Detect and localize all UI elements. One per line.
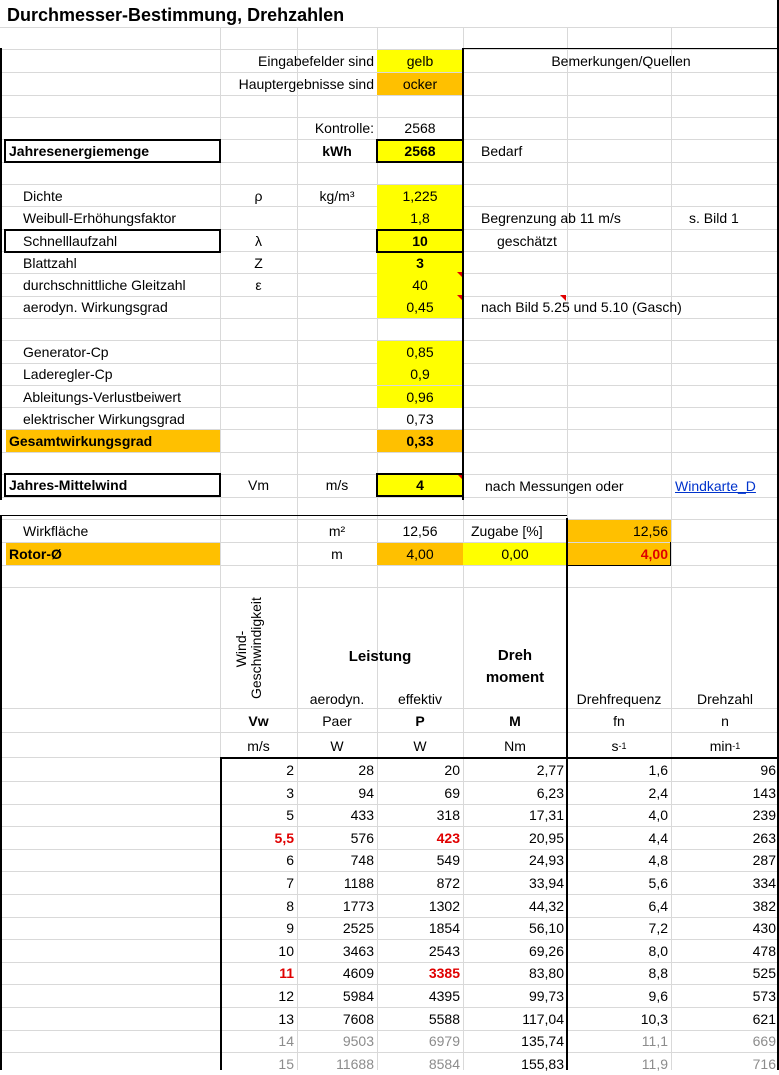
notes-header: Bemerkungen/Quellen	[551, 53, 691, 69]
param-note	[478, 274, 678, 296]
param-note: geschätzt	[497, 233, 557, 249]
table-cell-paer[interactable]: 576	[350, 830, 374, 846]
param-note-2	[686, 296, 776, 318]
table-cell-vw[interactable]: 7	[286, 875, 294, 891]
table-cell-m[interactable]: 155,83	[521, 1056, 564, 1072]
table-cell-m[interactable]: 33,94	[528, 875, 564, 891]
unit-m: Nm	[504, 738, 526, 754]
aerodyn-header: aerodyn.	[309, 691, 365, 707]
param-value[interactable]: 1,225	[377, 185, 463, 207]
jahresenergie-note: Bedarf	[481, 143, 523, 159]
param-label: durchschnittliche Gleitzahl	[23, 277, 186, 293]
table-cell-fn[interactable]: 5,6	[648, 875, 668, 891]
sym-m: M	[509, 713, 521, 729]
param-unit	[297, 296, 377, 318]
table-cell-fn[interactable]: 2,4	[648, 785, 668, 801]
section-border	[0, 515, 2, 1070]
table-cell-n[interactable]: 478	[752, 943, 776, 959]
param-note-2	[686, 274, 776, 296]
param-label: Dichte	[23, 188, 63, 204]
table-cell-p[interactable]: 549	[436, 852, 460, 868]
param-note-2	[686, 185, 776, 207]
mittelwind-note: nach Messungen oder	[485, 478, 624, 494]
efficiency-label: Laderegler-Cp	[23, 366, 113, 382]
sheet-title: Durchmesser-Bestimmung, Drehzahlen	[7, 5, 345, 25]
param-note: Begrenzung ab 11 m/s	[481, 210, 621, 226]
table-cell-vw[interactable]: 14	[278, 1033, 294, 1049]
param-unit	[297, 252, 377, 274]
table-cell-fn[interactable]: 7,2	[648, 920, 668, 936]
grid-line	[0, 162, 779, 163]
table-cell-fn[interactable]: 6,4	[648, 898, 668, 914]
table-cell-n[interactable]: 263	[752, 830, 776, 846]
grid-line	[0, 452, 779, 453]
leistung-header: Leistung	[348, 648, 412, 665]
notes-border-left	[462, 48, 464, 500]
table-cell-paer[interactable]: 1773	[342, 898, 374, 914]
table-cell-n[interactable]: 96	[760, 762, 776, 778]
table-cell-m[interactable]: 6,23	[536, 785, 564, 801]
zugabe-label: Zugabe [%]	[471, 523, 543, 539]
table-cell-m[interactable]: 2,77	[536, 762, 564, 778]
table-cell-p[interactable]: 318	[436, 807, 460, 823]
table-cell-paer[interactable]: 94	[358, 785, 374, 801]
unit-fn-base: s	[611, 738, 619, 754]
kontrolle-label: Kontrolle:	[314, 120, 374, 136]
comment-indicator[interactable]	[560, 295, 566, 301]
table-cell-fn[interactable]: 8,0	[648, 943, 668, 959]
table-cell-m[interactable]: 17,31	[528, 807, 564, 823]
table-cell-vw[interactable]: 12	[278, 988, 294, 1004]
table-cell-p[interactable]: 5588	[428, 1011, 460, 1027]
efficiency-value[interactable]: 0,9	[377, 363, 463, 385]
section-border	[566, 518, 568, 1070]
param-value[interactable]: 10	[377, 230, 463, 252]
param-note	[478, 252, 678, 274]
efficiency-value[interactable]: 0,96	[377, 386, 463, 408]
table-cell-fn[interactable]: 9,6	[648, 988, 668, 1004]
sym-fn: fn	[613, 713, 625, 729]
rotor-unit: m	[331, 546, 343, 562]
param-symbol: ρ	[254, 188, 263, 204]
table-cell-n[interactable]: 716	[752, 1056, 776, 1072]
table-cell-n[interactable]: 525	[752, 965, 776, 981]
param-unit: kg/m³	[319, 188, 355, 204]
wirkflaeche-unit: m²	[328, 523, 346, 539]
wirkflaeche-value[interactable]: 12,56	[402, 523, 438, 539]
table-cell-fn[interactable]: 11,9	[641, 1056, 668, 1072]
table-cell-vw[interactable]: 10	[278, 943, 294, 959]
table-cell-n[interactable]: 621	[752, 1011, 776, 1027]
param-symbol: λ	[255, 233, 262, 249]
unit-n	[671, 735, 779, 757]
table-cell-paer[interactable]: 3463	[342, 943, 374, 959]
table-cell-m[interactable]: 135,74	[521, 1033, 564, 1049]
efficiency-value[interactable]: 0,85	[377, 341, 463, 363]
param-symbol: Z	[254, 255, 263, 271]
table-cell-m[interactable]: 44,32	[528, 898, 564, 914]
table-cell-vw[interactable]: 9	[286, 920, 294, 936]
table-cell-n[interactable]: 287	[752, 852, 776, 868]
table-cell-m[interactable]: 24,93	[528, 852, 564, 868]
efficiency-label: elektrischer Wirkungsgrad	[23, 411, 185, 427]
table-cell-vw[interactable]: 5	[286, 807, 294, 823]
table-cell-fn[interactable]: 4,4	[648, 830, 668, 846]
grid-line	[0, 318, 779, 319]
unit-n-base: min	[709, 738, 733, 754]
legend-result-label: Hauptergebnisse sind	[238, 76, 374, 92]
jahresenergie-unit: kWh	[322, 143, 352, 159]
jahresenergie-value[interactable]: 2568	[377, 140, 463, 162]
mittelwind-label: Jahres-Mittelwind	[9, 477, 128, 493]
param-value[interactable]: 1,8	[377, 207, 463, 229]
table-cell-paer[interactable]: 1188	[343, 875, 374, 891]
param-value[interactable]: 40	[377, 274, 463, 296]
table-cell-p[interactable]: 69	[444, 785, 460, 801]
rotor-zugabe[interactable]: 0,00	[463, 543, 567, 565]
mittelwind-symbol: Vm	[248, 477, 269, 493]
efficiency-label: Ableitungs-Verlustbeiwert	[23, 389, 181, 405]
notes-border-top	[463, 48, 779, 49]
rotor-value[interactable]: 4,00	[377, 543, 463, 565]
wind-speed-header: Wind-Geschwindigkeit	[233, 597, 264, 699]
table-cell-p[interactable]: 872	[436, 875, 460, 891]
table-cell-paer[interactable]: 748	[350, 852, 374, 868]
param-unit	[297, 207, 377, 229]
table-cell-paer[interactable]: 28	[358, 762, 374, 778]
table-border-left	[220, 757, 222, 1070]
table-cell-n[interactable]: 382	[752, 898, 776, 914]
table-cell-fn[interactable]: 8,8	[648, 965, 668, 981]
param-value[interactable]: 3	[377, 252, 463, 274]
sym-n: n	[721, 713, 729, 729]
sym-vw: Vw	[248, 713, 269, 729]
efficiency-label: Generator-Cp	[23, 344, 109, 360]
table-cell-fn[interactable]: 4,8	[648, 852, 668, 868]
table-cell-paer[interactable]: 4609	[342, 965, 374, 981]
grid-line	[0, 732, 779, 733]
section-border	[0, 48, 2, 500]
drehfrequenz-header: Drehfrequenz	[576, 691, 662, 707]
table-cell-vw[interactable]: 2	[286, 762, 294, 778]
mittelwind-unit: m/s	[325, 477, 349, 493]
table-cell-vw[interactable]: 3	[286, 785, 294, 801]
table-cell-vw[interactable]: 8	[286, 898, 294, 914]
mittelwind-value[interactable]: 4	[377, 474, 463, 496]
table-cell-p[interactable]: 2543	[428, 943, 460, 959]
param-symbol	[220, 207, 297, 229]
table-cell-paer[interactable]: 7608	[342, 1011, 374, 1027]
unit-vw: m/s	[247, 738, 270, 754]
efficiency-value[interactable]: 0,73	[406, 411, 434, 427]
param-label: Blattzahl	[23, 255, 77, 271]
table-cell-p[interactable]: 1854	[428, 920, 460, 936]
drehmoment-header-1: Dreh	[497, 647, 533, 664]
param-label: Weibull-Erhöhungsfaktor	[23, 210, 177, 226]
table-cell-n[interactable]: 573	[752, 988, 776, 1004]
rotor-label: Rotor-Ø	[6, 543, 220, 565]
table-cell-p[interactable]: 8584	[428, 1056, 460, 1072]
grid-line	[0, 95, 779, 96]
legend-result-value[interactable]: ocker	[377, 73, 463, 95]
windkarte-link[interactable]: Windkarte_D	[675, 478, 756, 494]
efficiency-label: Gesamtwirkungsgrad	[6, 430, 220, 452]
param-label: aerodyn. Wirkungsgrad	[23, 299, 168, 315]
efficiency-value[interactable]: 0,33	[377, 430, 463, 452]
wirkflaeche-result[interactable]: 12,56	[567, 520, 671, 542]
wirkflaeche-label: Wirkfläche	[23, 523, 89, 539]
table-border-top	[220, 757, 779, 759]
jahresenergie-label: Jahresenergiemenge	[9, 143, 150, 159]
table-cell-p[interactable]: 423	[436, 830, 460, 846]
sym-paer: Paer	[322, 713, 352, 729]
section-border	[670, 542, 671, 566]
table-cell-vw[interactable]: 6	[286, 852, 294, 868]
table-cell-p[interactable]: 4395	[428, 988, 460, 1004]
drehzahl-header: Drehzahl	[696, 691, 754, 707]
unit-fn	[567, 735, 671, 757]
param-note	[478, 185, 678, 207]
effektiv-header: effektiv	[397, 691, 443, 707]
grid-line	[0, 587, 779, 588]
table-cell-fn[interactable]: 10,3	[640, 1011, 668, 1027]
unit-fn-exp: -1	[618, 741, 627, 751]
table-cell-p[interactable]: 20	[444, 762, 460, 778]
table-cell-m[interactable]: 99,73	[528, 988, 564, 1004]
table-cell-p[interactable]: 6979	[428, 1033, 460, 1049]
table-cell-p[interactable]: 1302	[428, 898, 460, 914]
param-symbol: ε	[255, 277, 262, 293]
table-cell-n[interactable]: 334	[752, 875, 776, 891]
legend-input-value[interactable]: gelb	[377, 50, 463, 72]
section-border	[567, 565, 671, 566]
param-note-2	[686, 252, 776, 274]
param-unit	[297, 230, 377, 252]
param-symbol	[220, 296, 297, 318]
table-cell-m[interactable]: 56,10	[528, 920, 564, 936]
table-cell-m[interactable]: 83,80	[528, 965, 564, 981]
table-cell-m[interactable]: 69,26	[528, 943, 564, 959]
table-cell-m[interactable]: 117,04	[522, 1011, 564, 1027]
table-cell-vw[interactable]: 5,5	[274, 830, 294, 846]
table-cell-p[interactable]: 3385	[428, 965, 460, 981]
param-note: nach Bild 5.25 und 5.10 (Gasch)	[481, 299, 682, 315]
table-cell-fn[interactable]: 11,1	[641, 1033, 668, 1049]
table-cell-vw[interactable]: 15	[278, 1056, 294, 1072]
table-cell-vw[interactable]: 13	[278, 1011, 294, 1027]
table-cell-paer[interactable]: 11688	[336, 1056, 374, 1072]
table-cell-m[interactable]: 20,95	[528, 830, 564, 846]
sym-p: P	[415, 713, 425, 729]
legend-input-label: Eingabefelder sind	[258, 53, 374, 69]
drehmoment-header-2: moment	[485, 669, 545, 686]
table-cell-n[interactable]: 430	[752, 920, 776, 936]
unit-paer: W	[330, 738, 344, 754]
table-cell-vw[interactable]: 11	[279, 965, 294, 981]
section-border	[0, 515, 567, 516]
table-cell-paer[interactable]: 5984	[342, 988, 374, 1004]
table-cell-n[interactable]: 143	[752, 785, 776, 801]
table-cell-paer[interactable]: 2525	[342, 920, 374, 936]
unit-p: W	[413, 738, 427, 754]
table-cell-paer[interactable]: 433	[350, 807, 374, 823]
param-label: Schnelllaufzahl	[23, 233, 118, 249]
table-cell-n[interactable]: 239	[752, 807, 776, 823]
param-note-2: s. Bild 1	[689, 210, 739, 226]
rotor-result[interactable]: 4,00	[567, 543, 671, 565]
kontrolle-value[interactable]: 2568	[404, 120, 436, 136]
table-cell-n[interactable]: 669	[752, 1033, 776, 1049]
param-value[interactable]: 0,45	[377, 296, 463, 318]
param-note-2	[686, 230, 776, 252]
unit-n-exp: -1	[732, 741, 741, 751]
table-cell-fn[interactable]: 1,6	[648, 762, 668, 778]
param-unit	[297, 274, 377, 296]
table-cell-paer[interactable]: 9503	[342, 1033, 374, 1049]
table-cell-fn[interactable]: 4,0	[648, 807, 668, 823]
